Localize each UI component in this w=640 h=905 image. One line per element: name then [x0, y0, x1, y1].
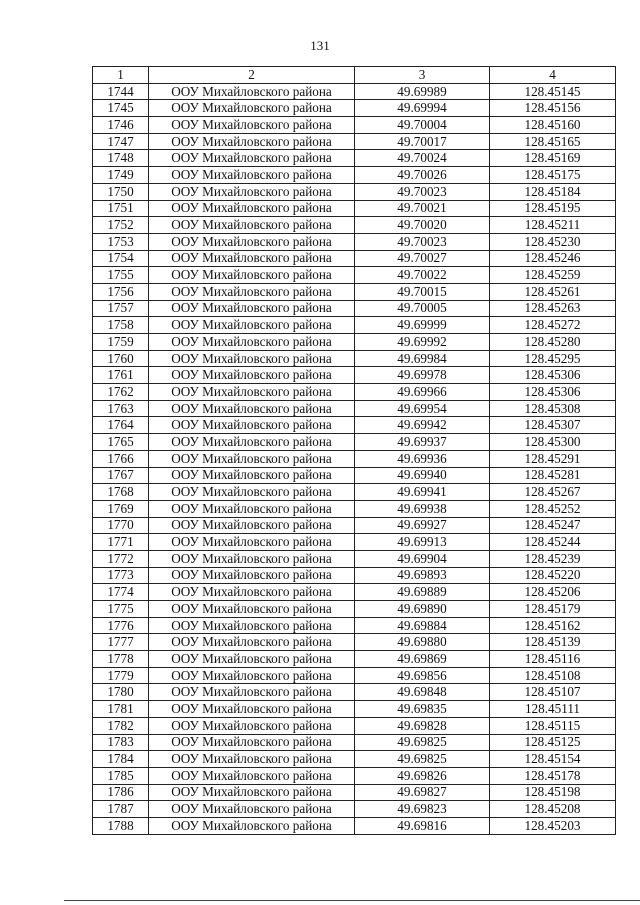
organization-cell: ООУ Михайловского района	[149, 384, 355, 401]
point-number-cell: 1745	[93, 100, 149, 117]
table-row	[93, 83, 616, 100]
longitude-cell: 128.45198	[490, 784, 616, 801]
point-number-cell: 1762	[93, 384, 149, 401]
organization-cell: ООУ Михайловского района	[149, 300, 355, 317]
latitude-cell: 49.69826	[355, 767, 490, 784]
table-row	[93, 500, 616, 517]
point-number-cell: 1751	[93, 200, 149, 217]
latitude-cell: 49.69942	[355, 417, 490, 434]
point-number-cell: 1759	[93, 334, 149, 351]
table-row	[93, 334, 616, 351]
table-row	[93, 233, 616, 250]
organization-cell: ООУ Михайловского района	[149, 484, 355, 501]
longitude-cell: 128.45261	[490, 283, 616, 300]
longitude-cell: 128.45169	[490, 150, 616, 167]
longitude-cell: 128.45108	[490, 667, 616, 684]
organization-cell: ООУ Михайловского района	[149, 651, 355, 668]
organization-cell: ООУ Михайловского района	[149, 751, 355, 768]
header-cell-3: 3	[355, 67, 490, 84]
table-row	[93, 300, 616, 317]
point-number-cell: 1761	[93, 367, 149, 384]
table-row	[93, 717, 616, 734]
organization-cell: ООУ Михайловского района	[149, 400, 355, 417]
point-number-cell: 1756	[93, 283, 149, 300]
latitude-cell: 49.69825	[355, 734, 490, 751]
point-number-cell: 1771	[93, 534, 149, 551]
longitude-cell: 128.45156	[490, 100, 616, 117]
longitude-cell: 128.45246	[490, 250, 616, 267]
organization-cell: ООУ Михайловского района	[149, 634, 355, 651]
table-row	[93, 167, 616, 184]
longitude-cell: 128.45175	[490, 167, 616, 184]
latitude-cell: 49.70005	[355, 300, 490, 317]
longitude-cell: 128.45139	[490, 634, 616, 651]
organization-cell: ООУ Михайловского района	[149, 801, 355, 818]
organization-cell: ООУ Михайловского района	[149, 584, 355, 601]
latitude-cell: 49.69989	[355, 83, 490, 100]
longitude-cell: 128.45116	[490, 651, 616, 668]
point-number-cell: 1781	[93, 701, 149, 718]
latitude-cell: 49.69823	[355, 801, 490, 818]
organization-cell: ООУ Михайловского района	[149, 550, 355, 567]
table-row	[93, 467, 616, 484]
latitude-cell: 49.69992	[355, 334, 490, 351]
longitude-cell: 128.45300	[490, 434, 616, 451]
latitude-cell: 49.69966	[355, 384, 490, 401]
table-row	[93, 200, 616, 217]
table-row	[93, 517, 616, 534]
organization-cell: ООУ Михайловского района	[149, 601, 355, 618]
point-number-cell: 1746	[93, 117, 149, 134]
table-row	[93, 601, 616, 618]
table-row	[93, 617, 616, 634]
latitude-cell: 49.69954	[355, 400, 490, 417]
latitude-cell: 49.69880	[355, 634, 490, 651]
table-row	[93, 133, 616, 150]
longitude-cell: 128.45272	[490, 317, 616, 334]
latitude-cell: 49.69938	[355, 500, 490, 517]
point-number-cell: 1783	[93, 734, 149, 751]
latitude-cell: 49.69869	[355, 651, 490, 668]
latitude-cell: 49.69913	[355, 534, 490, 551]
header-row	[93, 67, 616, 84]
table-row	[93, 434, 616, 451]
organization-cell: ООУ Михайловского района	[149, 467, 355, 484]
organization-cell: ООУ Михайловского района	[149, 784, 355, 801]
organization-cell: ООУ Михайловского района	[149, 817, 355, 834]
table-row	[93, 117, 616, 134]
longitude-cell: 128.45179	[490, 601, 616, 618]
longitude-cell: 128.45244	[490, 534, 616, 551]
point-number-cell: 1766	[93, 450, 149, 467]
longitude-cell: 128.45259	[490, 267, 616, 284]
table-row	[93, 267, 616, 284]
table-row	[93, 767, 616, 784]
table-row	[93, 651, 616, 668]
latitude-cell: 49.70023	[355, 233, 490, 250]
point-number-cell: 1778	[93, 651, 149, 668]
organization-cell: ООУ Михайловского района	[149, 717, 355, 734]
longitude-cell: 128.45281	[490, 467, 616, 484]
header-cell-4: 4	[490, 67, 616, 84]
organization-cell: ООУ Михайловского района	[149, 183, 355, 200]
table-row	[93, 317, 616, 334]
longitude-cell: 128.45206	[490, 584, 616, 601]
organization-cell: ООУ Михайловского района	[149, 100, 355, 117]
organization-cell: ООУ Михайловского района	[149, 150, 355, 167]
table-row	[93, 400, 616, 417]
table-row	[93, 801, 616, 818]
latitude-cell: 49.70015	[355, 283, 490, 300]
latitude-cell: 49.69816	[355, 817, 490, 834]
point-number-cell: 1777	[93, 634, 149, 651]
latitude-cell: 49.69984	[355, 350, 490, 367]
point-number-cell: 1749	[93, 167, 149, 184]
point-number-cell: 1776	[93, 617, 149, 634]
organization-cell: ООУ Михайловского района	[149, 667, 355, 684]
longitude-cell: 128.45306	[490, 384, 616, 401]
point-number-cell: 1775	[93, 601, 149, 618]
latitude-cell: 49.70023	[355, 183, 490, 200]
organization-cell: ООУ Михайловского района	[149, 167, 355, 184]
longitude-cell: 128.45220	[490, 567, 616, 584]
point-number-cell: 1785	[93, 767, 149, 784]
point-number-cell: 1774	[93, 584, 149, 601]
point-number-cell: 1788	[93, 817, 149, 834]
latitude-cell: 49.69893	[355, 567, 490, 584]
latitude-cell: 49.69890	[355, 601, 490, 618]
longitude-cell: 128.45184	[490, 183, 616, 200]
organization-cell: ООУ Михайловского района	[149, 317, 355, 334]
point-number-cell: 1769	[93, 500, 149, 517]
longitude-cell: 128.45306	[490, 367, 616, 384]
organization-cell: ООУ Михайловского района	[149, 83, 355, 100]
point-number-cell: 1752	[93, 217, 149, 234]
latitude-cell: 49.69940	[355, 467, 490, 484]
latitude-cell: 49.69904	[355, 550, 490, 567]
table-row	[93, 667, 616, 684]
organization-cell: ООУ Михайловского района	[149, 267, 355, 284]
longitude-cell: 128.45239	[490, 550, 616, 567]
longitude-cell: 128.45280	[490, 334, 616, 351]
longitude-cell: 128.45211	[490, 217, 616, 234]
point-number-cell: 1784	[93, 751, 149, 768]
longitude-cell: 128.45307	[490, 417, 616, 434]
latitude-cell: 49.69884	[355, 617, 490, 634]
point-number-cell: 1786	[93, 784, 149, 801]
point-number-cell: 1763	[93, 400, 149, 417]
longitude-cell: 128.45295	[490, 350, 616, 367]
table-row	[93, 534, 616, 551]
organization-cell: ООУ Михайловского района	[149, 734, 355, 751]
point-number-cell: 1773	[93, 567, 149, 584]
page-number: 131	[310, 38, 330, 53]
organization-cell: ООУ Михайловского района	[149, 500, 355, 517]
longitude-cell: 128.45178	[490, 767, 616, 784]
table-row	[93, 634, 616, 651]
organization-cell: ООУ Михайловского района	[149, 701, 355, 718]
latitude-cell: 49.69856	[355, 667, 490, 684]
latitude-cell: 49.69994	[355, 100, 490, 117]
latitude-cell: 49.69828	[355, 717, 490, 734]
longitude-cell: 128.45165	[490, 133, 616, 150]
latitude-cell: 49.69999	[355, 317, 490, 334]
latitude-cell: 49.69927	[355, 517, 490, 534]
latitude-cell: 49.70004	[355, 117, 490, 134]
organization-cell: ООУ Михайловского района	[149, 133, 355, 150]
point-number-cell: 1768	[93, 484, 149, 501]
organization-cell: ООУ Михайловского района	[149, 367, 355, 384]
longitude-cell: 128.45107	[490, 684, 616, 701]
table-row	[93, 567, 616, 584]
point-number-cell: 1760	[93, 350, 149, 367]
latitude-cell: 49.70021	[355, 200, 490, 217]
point-number-cell: 1770	[93, 517, 149, 534]
table-row	[93, 784, 616, 801]
latitude-cell: 49.69941	[355, 484, 490, 501]
organization-cell: ООУ Михайловского района	[149, 117, 355, 134]
point-number-cell: 1757	[93, 300, 149, 317]
point-number-cell: 1780	[93, 684, 149, 701]
latitude-cell: 49.69825	[355, 751, 490, 768]
longitude-cell: 128.45267	[490, 484, 616, 501]
point-number-cell: 1755	[93, 267, 149, 284]
latitude-cell: 49.70026	[355, 167, 490, 184]
longitude-cell: 128.45203	[490, 817, 616, 834]
point-number-cell: 1782	[93, 717, 149, 734]
latitude-cell: 49.70027	[355, 250, 490, 267]
longitude-cell: 128.45252	[490, 500, 616, 517]
point-number-cell: 1758	[93, 317, 149, 334]
longitude-cell: 128.45111	[490, 701, 616, 718]
point-number-cell: 1747	[93, 133, 149, 150]
organization-cell: ООУ Михайловского района	[149, 567, 355, 584]
point-number-cell: 1748	[93, 150, 149, 167]
longitude-cell: 128.45230	[490, 233, 616, 250]
table-row	[93, 283, 616, 300]
table-row	[93, 350, 616, 367]
longitude-cell: 128.45115	[490, 717, 616, 734]
table-row	[93, 250, 616, 267]
longitude-cell: 128.45195	[490, 200, 616, 217]
organization-cell: ООУ Михайловского района	[149, 217, 355, 234]
table-row	[93, 100, 616, 117]
latitude-cell: 49.70022	[355, 267, 490, 284]
header-cell-1: 1	[93, 67, 149, 84]
organization-cell: ООУ Михайловского района	[149, 250, 355, 267]
table-row	[93, 367, 616, 384]
organization-cell: ООУ Михайловского района	[149, 283, 355, 300]
table-row	[93, 450, 616, 467]
organization-cell: ООУ Михайловского района	[149, 517, 355, 534]
point-number-cell: 1765	[93, 434, 149, 451]
longitude-cell: 128.45208	[490, 801, 616, 818]
organization-cell: ООУ Михайловского района	[149, 450, 355, 467]
table-body	[93, 83, 616, 834]
point-number-cell: 1750	[93, 183, 149, 200]
organization-cell: ООУ Михайловского района	[149, 534, 355, 551]
latitude-cell: 49.69827	[355, 784, 490, 801]
organization-cell: ООУ Михайловского района	[149, 434, 355, 451]
table-row	[93, 417, 616, 434]
table-row	[93, 751, 616, 768]
longitude-cell: 128.45291	[490, 450, 616, 467]
organization-cell: ООУ Михайловского района	[149, 334, 355, 351]
longitude-cell: 128.45154	[490, 751, 616, 768]
table-row	[93, 701, 616, 718]
table-header	[93, 67, 616, 84]
latitude-cell: 49.69889	[355, 584, 490, 601]
latitude-cell: 49.70017	[355, 133, 490, 150]
organization-cell: ООУ Михайловского района	[149, 200, 355, 217]
table-row	[93, 550, 616, 567]
table-row	[93, 817, 616, 834]
organization-cell: ООУ Михайловского района	[149, 233, 355, 250]
point-number-cell: 1779	[93, 667, 149, 684]
table-row	[93, 217, 616, 234]
organization-cell: ООУ Михайловского района	[149, 684, 355, 701]
table-row	[93, 484, 616, 501]
longitude-cell: 128.45145	[490, 83, 616, 100]
coordinates-table-container	[92, 66, 615, 835]
longitude-cell: 128.45125	[490, 734, 616, 751]
table-row	[93, 684, 616, 701]
table-row	[93, 384, 616, 401]
header-cell-2: 2	[149, 67, 355, 84]
point-number-cell: 1767	[93, 467, 149, 484]
organization-cell: ООУ Михайловского района	[149, 417, 355, 434]
point-number-cell: 1753	[93, 233, 149, 250]
table-row	[93, 734, 616, 751]
longitude-cell: 128.45160	[490, 117, 616, 134]
latitude-cell: 49.69937	[355, 434, 490, 451]
coordinates-table	[92, 66, 616, 835]
latitude-cell: 49.70020	[355, 217, 490, 234]
table-row	[93, 584, 616, 601]
organization-cell: ООУ Михайловского района	[149, 350, 355, 367]
latitude-cell: 49.70024	[355, 150, 490, 167]
longitude-cell: 128.45162	[490, 617, 616, 634]
longitude-cell: 128.45308	[490, 400, 616, 417]
table-row	[93, 183, 616, 200]
latitude-cell: 49.69835	[355, 701, 490, 718]
point-number-cell: 1787	[93, 801, 149, 818]
latitude-cell: 49.69936	[355, 450, 490, 467]
point-number-cell: 1764	[93, 417, 149, 434]
point-number-cell: 1772	[93, 550, 149, 567]
point-number-cell: 1754	[93, 250, 149, 267]
latitude-cell: 49.69848	[355, 684, 490, 701]
organization-cell: ООУ Михайловского района	[149, 767, 355, 784]
organization-cell: ООУ Михайловского района	[149, 617, 355, 634]
longitude-cell: 128.45247	[490, 517, 616, 534]
point-number-cell: 1744	[93, 83, 149, 100]
scan-edge-line	[64, 900, 640, 901]
latitude-cell: 49.69978	[355, 367, 490, 384]
table-row	[93, 150, 616, 167]
longitude-cell: 128.45263	[490, 300, 616, 317]
